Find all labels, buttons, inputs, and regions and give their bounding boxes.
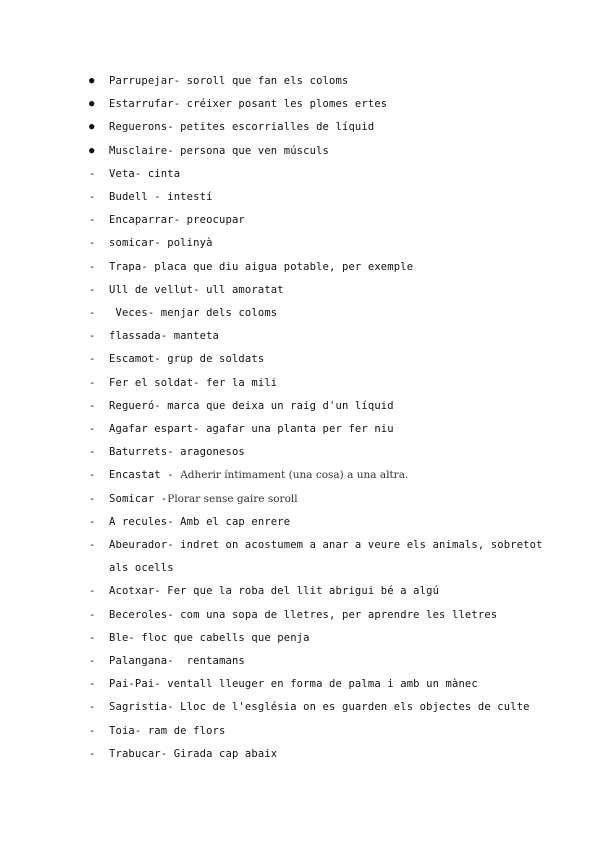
dash-marker: - (89, 631, 96, 644)
list-item (87, 488, 547, 511)
entry-term: Trapa- placa que diu aigua potable, per exemple (109, 260, 414, 273)
dash-marker: - (89, 167, 96, 180)
entry-text (109, 325, 547, 348)
entry-text (109, 372, 547, 395)
dash-marker: - (89, 585, 96, 598)
entry-text (109, 232, 547, 255)
list-item (87, 279, 547, 302)
list-item (87, 418, 547, 441)
list-item (87, 232, 547, 255)
dash-marker: - (89, 678, 96, 691)
entry-term: Trabucar- Girada cap abaix (109, 747, 278, 760)
entry-text (109, 418, 547, 441)
entry-text (109, 348, 547, 371)
entry-term: Encaparrar- preocupar (109, 214, 245, 227)
entry-text (109, 163, 547, 186)
dash-marker: - (89, 724, 96, 737)
list-item (87, 720, 547, 743)
list-item (87, 743, 547, 766)
entry-term: Pai-Pai- ventall lleuger en forma de palma i amb un mànec (109, 678, 478, 691)
list-item (87, 209, 547, 232)
bullet-marker: ● (89, 76, 95, 86)
entry-term: Baturrets- aragonesos (109, 446, 245, 459)
list-item (87, 93, 547, 116)
entry-term: Budell - intestí (109, 191, 213, 204)
dash-marker: - (89, 260, 96, 273)
list-item (87, 604, 547, 627)
dash-marker: - (89, 608, 96, 621)
entry-text (109, 580, 547, 603)
entry-text (109, 441, 547, 464)
entry-text (109, 140, 547, 163)
entry-text (109, 395, 547, 418)
entry-term: somicar- polinyà (109, 237, 213, 250)
dash-marker: - (89, 492, 96, 505)
list-item (87, 348, 547, 371)
entry-term: Agafar espart- agafar una planta per fer niu (109, 423, 394, 436)
entry-term: Escamot- grup de soldats (109, 353, 265, 366)
list-item (87, 325, 547, 348)
list-item (87, 696, 547, 719)
entry-term: Veta- cinta (109, 167, 181, 180)
list-item (87, 163, 547, 186)
entry-term: Toia- ram de flors (109, 724, 226, 737)
entry-term: Ble- floc que cabells que penja (109, 631, 310, 644)
dash-marker: - (89, 376, 96, 389)
dash-marker: - (89, 237, 96, 250)
list-item (87, 441, 547, 464)
entry-text (109, 488, 547, 511)
dash-marker: - (89, 539, 96, 552)
entry-term: Ull de vellut- ull amoratat (109, 283, 284, 296)
entry-text (109, 534, 550, 580)
dash-marker: - (89, 330, 96, 343)
bullet-marker: ● (89, 145, 95, 156)
entry-text (109, 93, 547, 116)
entry-definition-serif: Plorar sense gaire soroll (167, 492, 298, 505)
entry-term: Beceroles- com una sopa de lletres, per aprendre les lletres (109, 608, 498, 621)
entry-term: Sagristia- Lloc de l'església on es guarden els objectes de culte (109, 701, 530, 714)
dash-marker: - (89, 307, 96, 320)
bullet-marker: ● (89, 99, 95, 110)
entry-text (109, 673, 547, 696)
dash-marker: - (89, 515, 96, 528)
entry-text (109, 464, 547, 487)
entry-text (109, 186, 547, 209)
dash-marker: - (89, 353, 96, 366)
list-item (87, 511, 547, 534)
entry-text (109, 604, 547, 627)
dash-marker: - (89, 747, 96, 760)
dash-marker: - (89, 399, 96, 412)
list-item (87, 70, 547, 93)
vocabulary-list (87, 70, 550, 766)
entry-text (109, 256, 547, 279)
list-item (87, 256, 547, 279)
entry-term: Estarrufar- créixer posant les plomes ertes (109, 98, 388, 111)
entry-term: Abeurador- indret on acostumem a anar a veure els animals, sobretot als ocells (109, 539, 550, 575)
list-item (87, 580, 547, 603)
dash-marker: - (89, 469, 96, 482)
entry-term: A recules- Amb el cap enrere (109, 515, 291, 528)
dash-marker: - (89, 423, 96, 436)
dash-marker: - (89, 283, 96, 296)
entry-term: Veces- menjar dels coloms (109, 307, 278, 320)
entry-text (109, 302, 547, 325)
list-item (87, 395, 547, 418)
entry-term: Somicar - (109, 492, 168, 505)
list-item (87, 627, 547, 650)
entry-text (109, 650, 547, 673)
dash-marker: - (89, 655, 96, 668)
entry-text (109, 70, 547, 93)
entry-term: Parrupejar- soroll que fan els coloms (109, 75, 349, 87)
list-item (87, 186, 547, 209)
bullet-marker: ● (89, 122, 95, 133)
entry-term: Musclaire- persona que ven músculs (109, 144, 330, 157)
entry-term: Encastat - (109, 469, 181, 482)
entry-text (109, 511, 547, 534)
dash-marker: - (89, 214, 96, 227)
dash-marker: - (89, 701, 96, 714)
entry-text (109, 209, 547, 232)
list-item (87, 464, 547, 487)
list-item (87, 302, 547, 325)
entry-text (109, 696, 547, 719)
entry-text (109, 743, 547, 766)
list-item (87, 650, 547, 673)
list-item (87, 116, 547, 139)
entry-text (109, 279, 547, 302)
entry-term: Fer el soldat- fer la mili (109, 376, 278, 389)
entry-term: Regueró- marca que deixa un raig d'un líquid (109, 399, 394, 412)
list-item (87, 534, 550, 580)
entry-term: Acotxar- Fer que la roba del llit abrigui bé a algú (109, 585, 440, 598)
entry-text (109, 627, 547, 650)
list-item (87, 673, 547, 696)
dash-marker: - (89, 191, 96, 204)
entry-term: Palangana- rentamans (109, 655, 245, 668)
dash-marker: - (89, 446, 96, 459)
entry-term: Reguerons- petites escorrialles de líquid (109, 121, 375, 134)
entry-text (109, 116, 547, 139)
entry-text (109, 720, 547, 743)
entry-definition-serif: Adherir íntimament (una cosa) a una altra. (180, 469, 409, 482)
list-item (87, 140, 547, 163)
list-item (87, 372, 547, 395)
entry-term: flassada- manteta (109, 330, 220, 343)
